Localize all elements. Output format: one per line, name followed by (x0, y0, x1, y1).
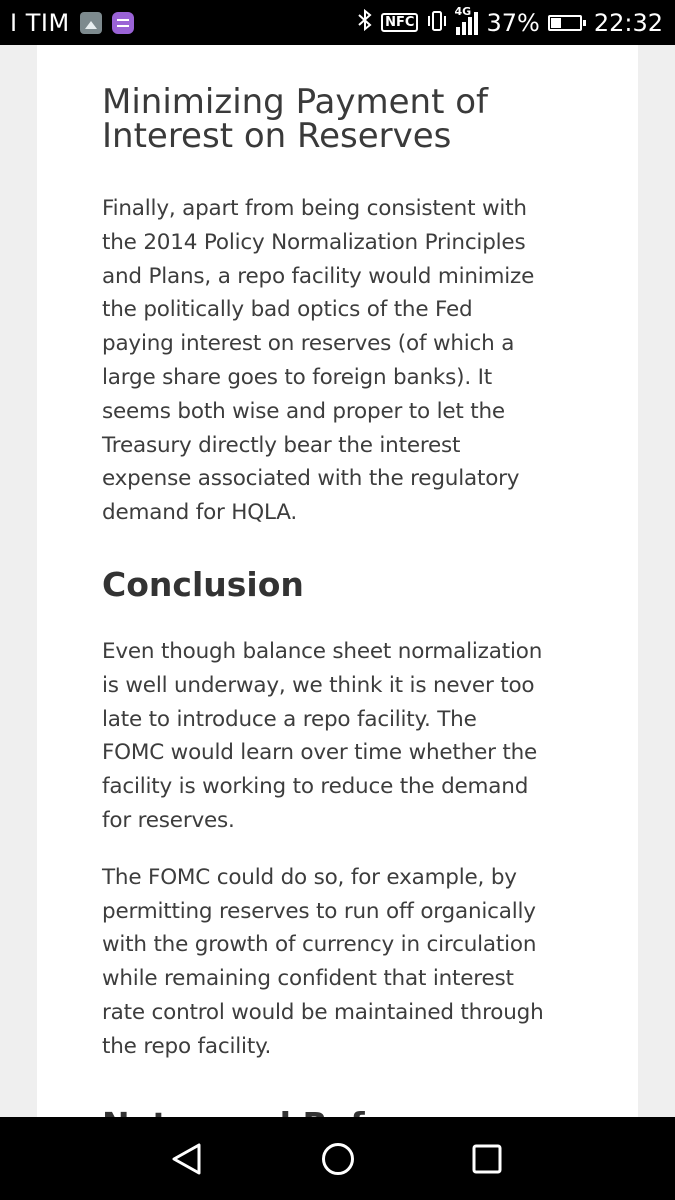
paragraph-interest (102, 192, 582, 530)
paragraph-line: Treasury directly bear the interest (102, 432, 461, 458)
paragraph-line: rate control would be maintained through (102, 999, 544, 1025)
paragraph-line: large share goes to foreign banks). It (102, 364, 492, 390)
back-icon (165, 1137, 209, 1181)
paragraph-line: Even though balance sheet normalization (102, 638, 543, 664)
paragraph-line: and Plans, a repo facility would minimize (102, 263, 535, 289)
vibrate-icon (426, 9, 448, 37)
paragraph-line: the repo facility. (102, 1033, 272, 1059)
nfc-icon: NFC (381, 13, 418, 32)
status-bar-left (10, 0, 134, 45)
carrier-name: I TIM (10, 8, 70, 37)
paragraph-line: demand for HQLA. (102, 500, 298, 526)
paragraph-line: the politically bad optics of the Fed (102, 297, 473, 323)
battery-fill (551, 18, 561, 28)
clock: 22:32 (593, 8, 663, 37)
section-title-interest (102, 82, 582, 156)
paragraph-line: expense associated with the regulatory (102, 466, 520, 492)
paragraph-line: for reserves. (102, 807, 235, 833)
paragraph-line: seems both wise and proper to let the (102, 398, 505, 424)
navigation-bar (0, 1117, 675, 1200)
paragraph-line: permitting reserves to run off organically (102, 898, 536, 924)
home-icon (316, 1137, 360, 1181)
paragraph-line: paying interest on reserves (of which a (102, 331, 515, 357)
paragraph-line: facility is working to reduce the demand (102, 774, 529, 800)
paragraph-conclusion-2 (102, 861, 582, 1064)
recents-button[interactable] (465, 1137, 509, 1181)
section-title-conclusion: Conclusion (102, 564, 304, 604)
battery-percent: 37% (486, 8, 540, 37)
paragraph-line: The FOMC could do so, for example, by (102, 864, 517, 890)
paragraph-line: with the growth of currency in circulation (102, 932, 537, 958)
recents-icon (465, 1137, 509, 1181)
home-button[interactable] (316, 1137, 360, 1181)
battery-icon (548, 15, 582, 31)
signal-icon (454, 4, 478, 35)
back-button[interactable] (165, 1137, 209, 1181)
bluetooth-icon (357, 8, 373, 37)
paragraph-line: late to introduce a repo facility. The (102, 706, 477, 732)
status-bar (0, 0, 675, 45)
gallery-icon (80, 12, 102, 34)
messages-icon (112, 12, 134, 34)
article-content (102, 82, 582, 1064)
section-title-line: Minimizing Payment of (102, 82, 489, 122)
section-title-line: Interest on Reserves (102, 116, 452, 156)
paragraph-line: FOMC would learn over time whether the (102, 740, 538, 766)
paragraph-line: while remaining confident that interest (102, 966, 514, 992)
paragraph-conclusion-1 (102, 635, 582, 838)
paragraph-line: the 2014 Policy Normalization Principles (102, 229, 526, 255)
status-bar-right (357, 0, 663, 45)
paragraph-line: is well underway, we think it is never too (102, 672, 535, 698)
paragraph-line: Finally, apart from being consistent with (102, 196, 527, 221)
article-card (37, 45, 638, 1117)
network-type: 4G (454, 4, 472, 18)
